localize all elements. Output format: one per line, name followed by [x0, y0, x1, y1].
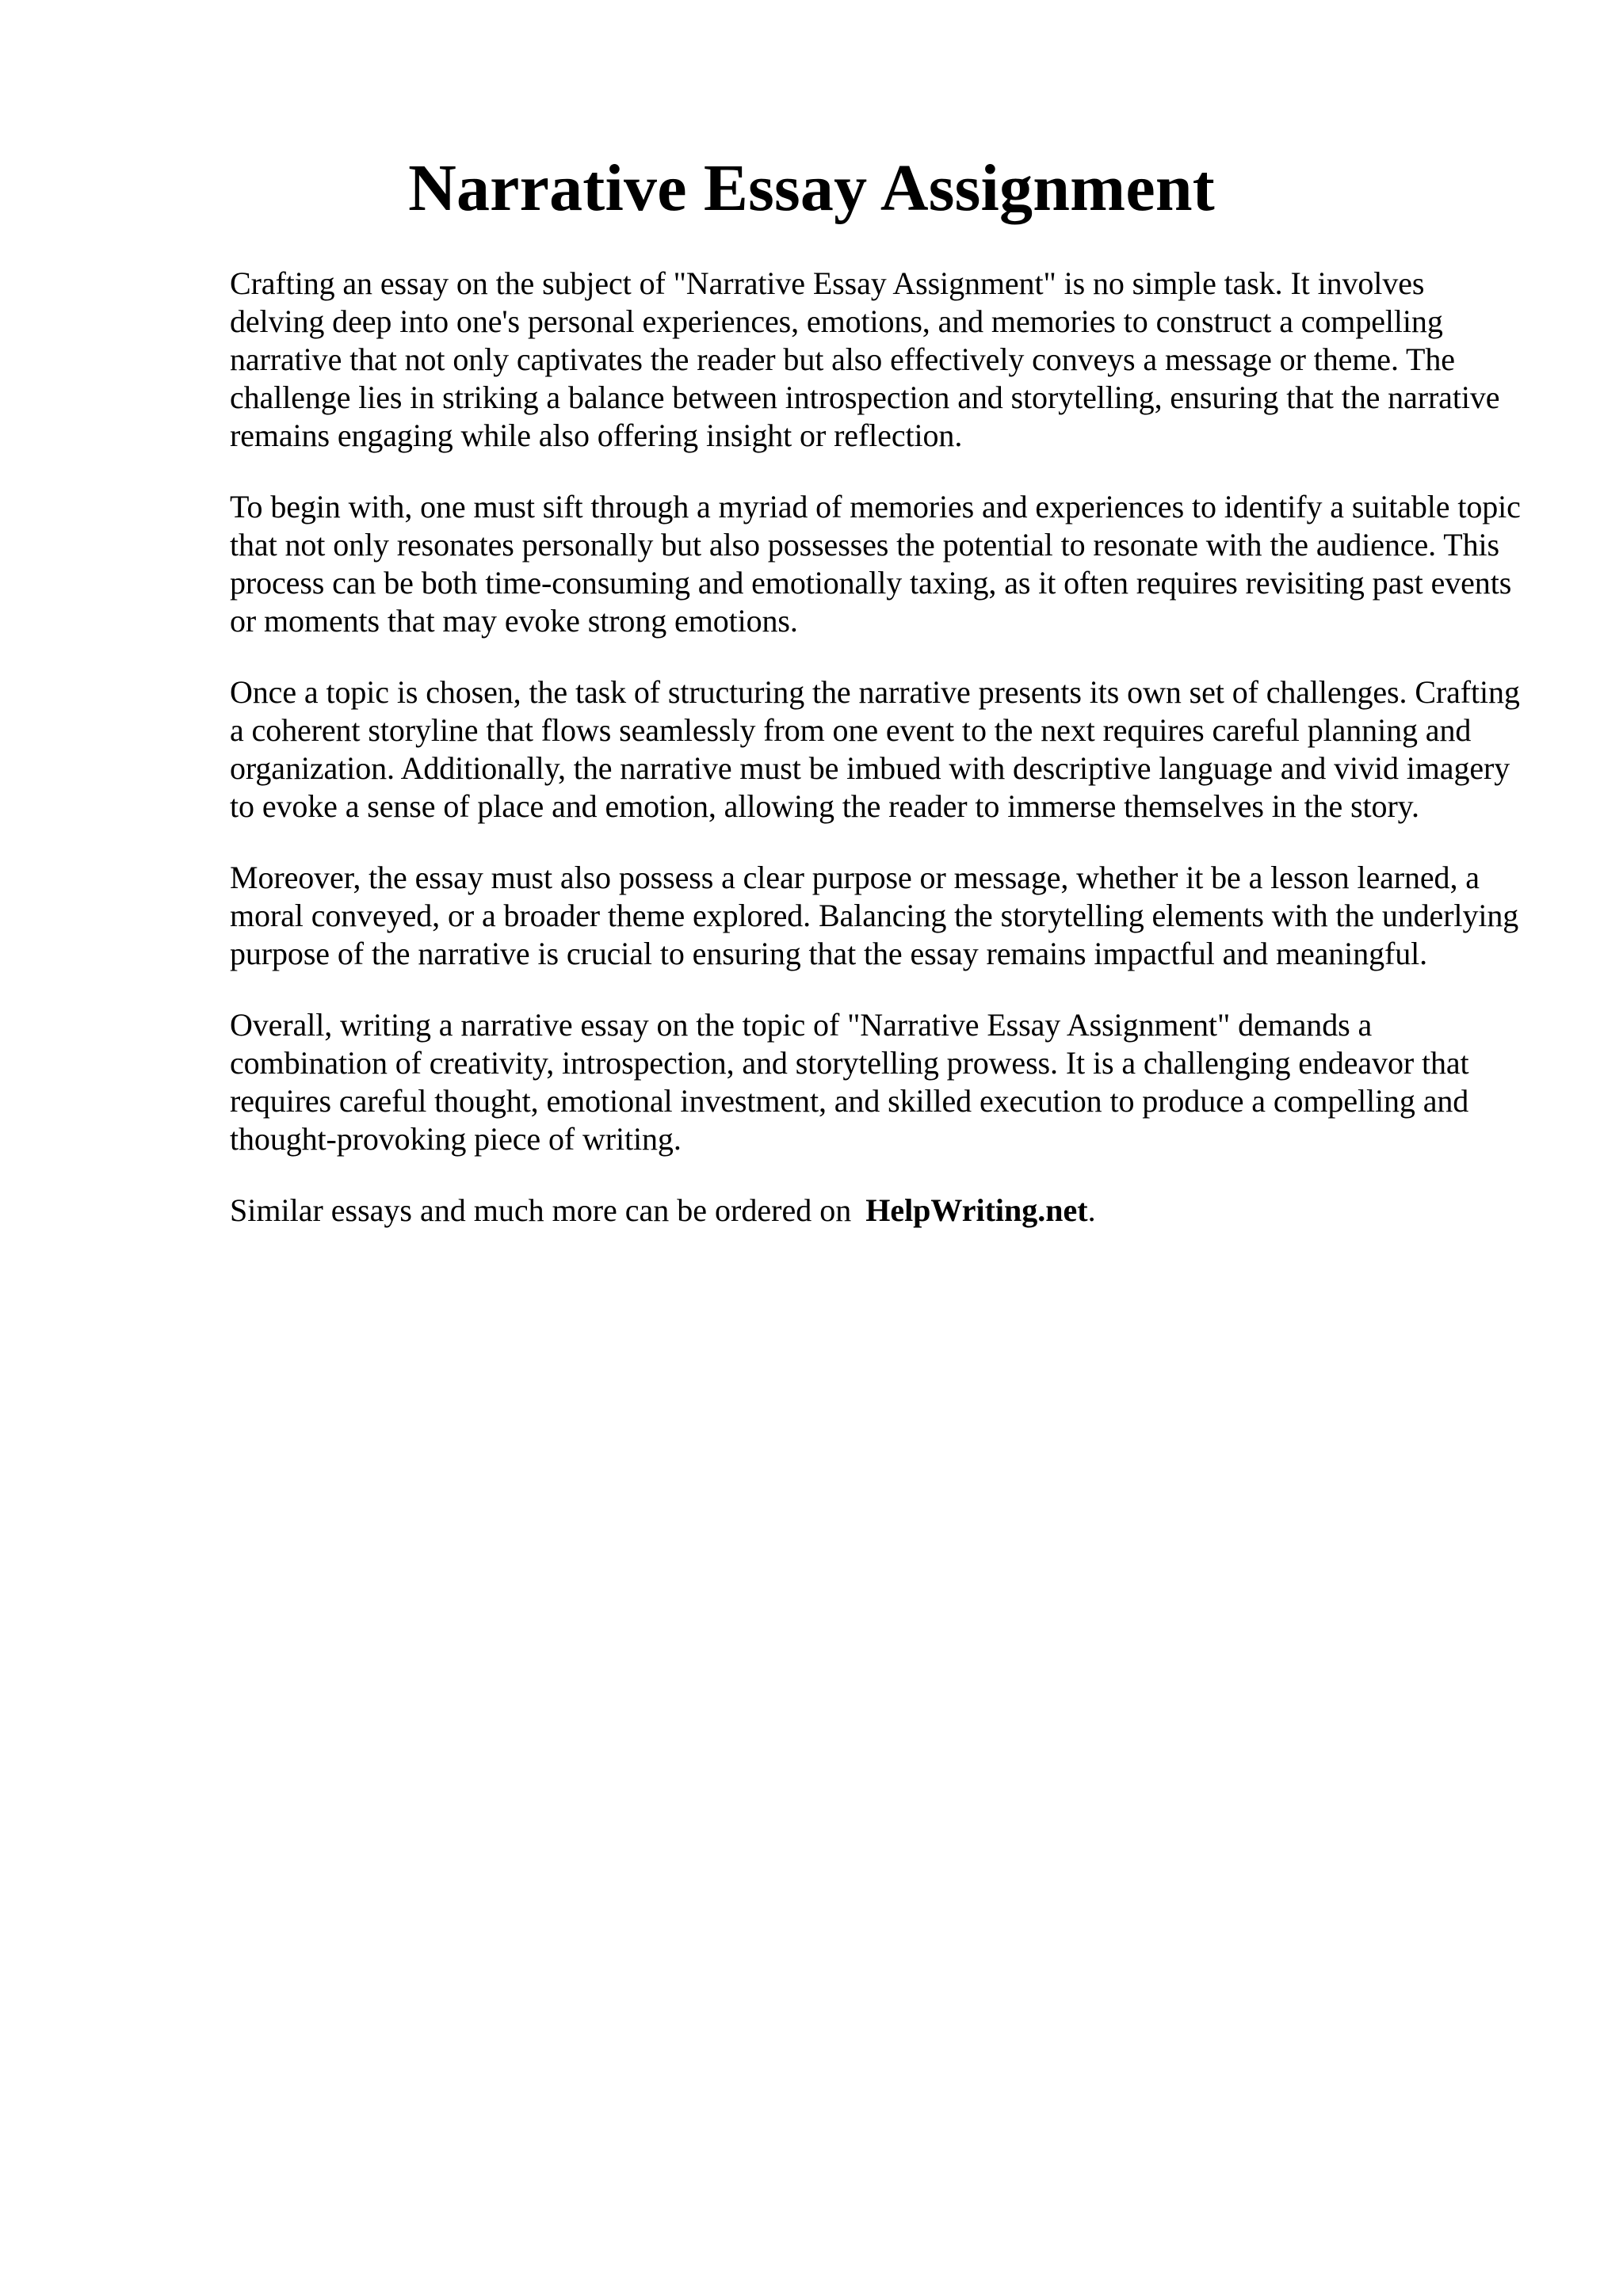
paragraph-1: Crafting an essay on the subject of "Narrative Essay Assignment" is no simple task. It involves delving deep into one's personal experiences, emotions, and memories to construct a compelling narrative that not only captivates the reader but also effectively conveys a message or theme. The challenge lies in striking a balance between introspection and storytelling, ensuring that the narrative remains engaging while also offering insight or reflection.: [230, 265, 1500, 453]
promo-period: .: [1087, 1192, 1096, 1228]
paragraph-4: Moreover, the essay must also possess a clear purpose or message, whether it be a lesson learned, a moral conveyed, or a broader theme explored. Balancing the storytelling elements with the underlying purpose of the narrative is crucial to ensuring that the essay remains impactful and meaningful.: [230, 860, 1519, 971]
promo-line: [230, 1192, 1522, 1230]
brand-link[interactable]: HelpWriting.net: [865, 1192, 1088, 1228]
essay-body: [230, 265, 1522, 1230]
promo-text: Similar essays and much more can be ordered on: [230, 1192, 852, 1228]
paragraph-5: Overall, writing a narrative essay on the topic of "Narrative Essay Assignment" demands a combination of creativity, introspection, and storytelling prowess. It is a challenging endeavor that requires careful thought, emotional investment, and skilled execution to produce a compelling and thought-provoking piece of writing.: [230, 1007, 1469, 1157]
page-title: Narrative Essay Assignment: [408, 151, 1215, 225]
paragraph-3: Once a topic is chosen, the task of structuring the narrative presents its own set of challenges. Crafting a coherent storyline that flows seamlessly from one event to the next requires careful planning and organization. Additionally, the narrative must be imbued with descriptive language and vivid imagery to evoke a sense of place and emotion, allowing the reader to immerse themselves in the story.: [230, 674, 1520, 824]
paragraph-2: To begin with, one must sift through a myriad of memories and experiences to identify a suitable topic that not only resonates personally but also possesses the potential to resonate with the audience. This process can be both time-consuming and emotionally taxing, as it often requires revisiting past events or moments that may evoke strong emotions.: [230, 489, 1521, 639]
